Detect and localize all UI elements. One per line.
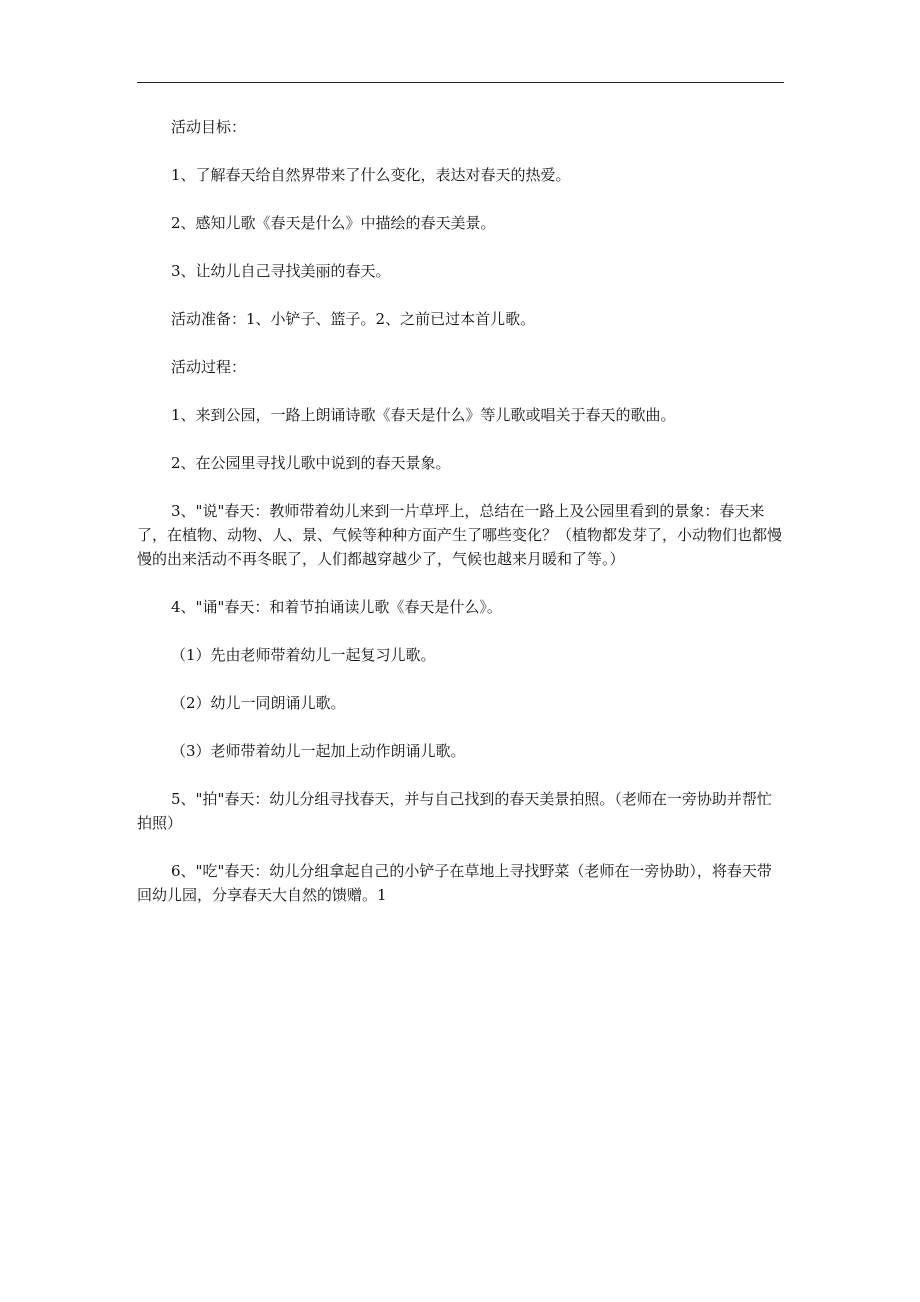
process-step-1: 1、来到公园，一路上朗诵诗歌《春天是什么》等儿歌或唱关于春天的歌曲。 [171, 406, 676, 424]
header-rule [137, 82, 784, 83]
process-substep-1: （1）先由老师带着幼儿一起复习儿歌。 [171, 646, 436, 664]
preparation-paragraph: 活动准备：1、小铲子、篮子。2、之前已过本首儿歌。 [171, 310, 536, 328]
goal-item-1: 1、了解春天给自然界带来了什么变化，表达对春天的热爱。 [171, 166, 571, 184]
goal-item-2: 2、感知儿歌《春天是什么》中描绘的春天美景。 [171, 214, 496, 232]
section-heading-process: 活动过程： [171, 358, 247, 376]
process-step-6: 6、"吃"春天：幼儿分组拿起自己的小铲子在草地上寻找野菜（老师在一旁协助），将春天带回幼儿园，分享春天大自然的馈赠。1 [137, 862, 772, 904]
process-step-2: 2、在公园里寻找儿歌中说到的春天景象。 [171, 454, 451, 472]
process-step-4: 4、"诵"春天：和着节拍诵读儿歌《春天是什么》。 [171, 598, 502, 616]
process-substep-3: （3）老师带着幼儿一起加上动作朗诵儿歌。 [171, 742, 466, 760]
process-step-5: 5、"拍"春天：幼儿分组寻找春天，并与自己找到的春天美景拍照。（老师在一旁协助并帮忙拍照） [137, 790, 772, 832]
section-heading-goals: 活动目标： [171, 118, 247, 136]
document-body [137, 115, 784, 931]
goal-item-3: 3、让幼儿自己寻找美丽的春天。 [171, 262, 391, 280]
process-step-3: 3、"说"春天：教师带着幼儿来到一片草坪上，总结在一路上及公园里看到的景象：春天来了，在植物、动物、人、景、气候等种种方面产生了哪些变化？（植物都发芽了，小动物们也都慢慢的出来活动不再冬眠了，人们都越穿越少了，气候也越来月暖和了等。） [137, 502, 783, 568]
process-substep-2: （2）幼儿一同朗诵儿歌。 [171, 694, 346, 712]
